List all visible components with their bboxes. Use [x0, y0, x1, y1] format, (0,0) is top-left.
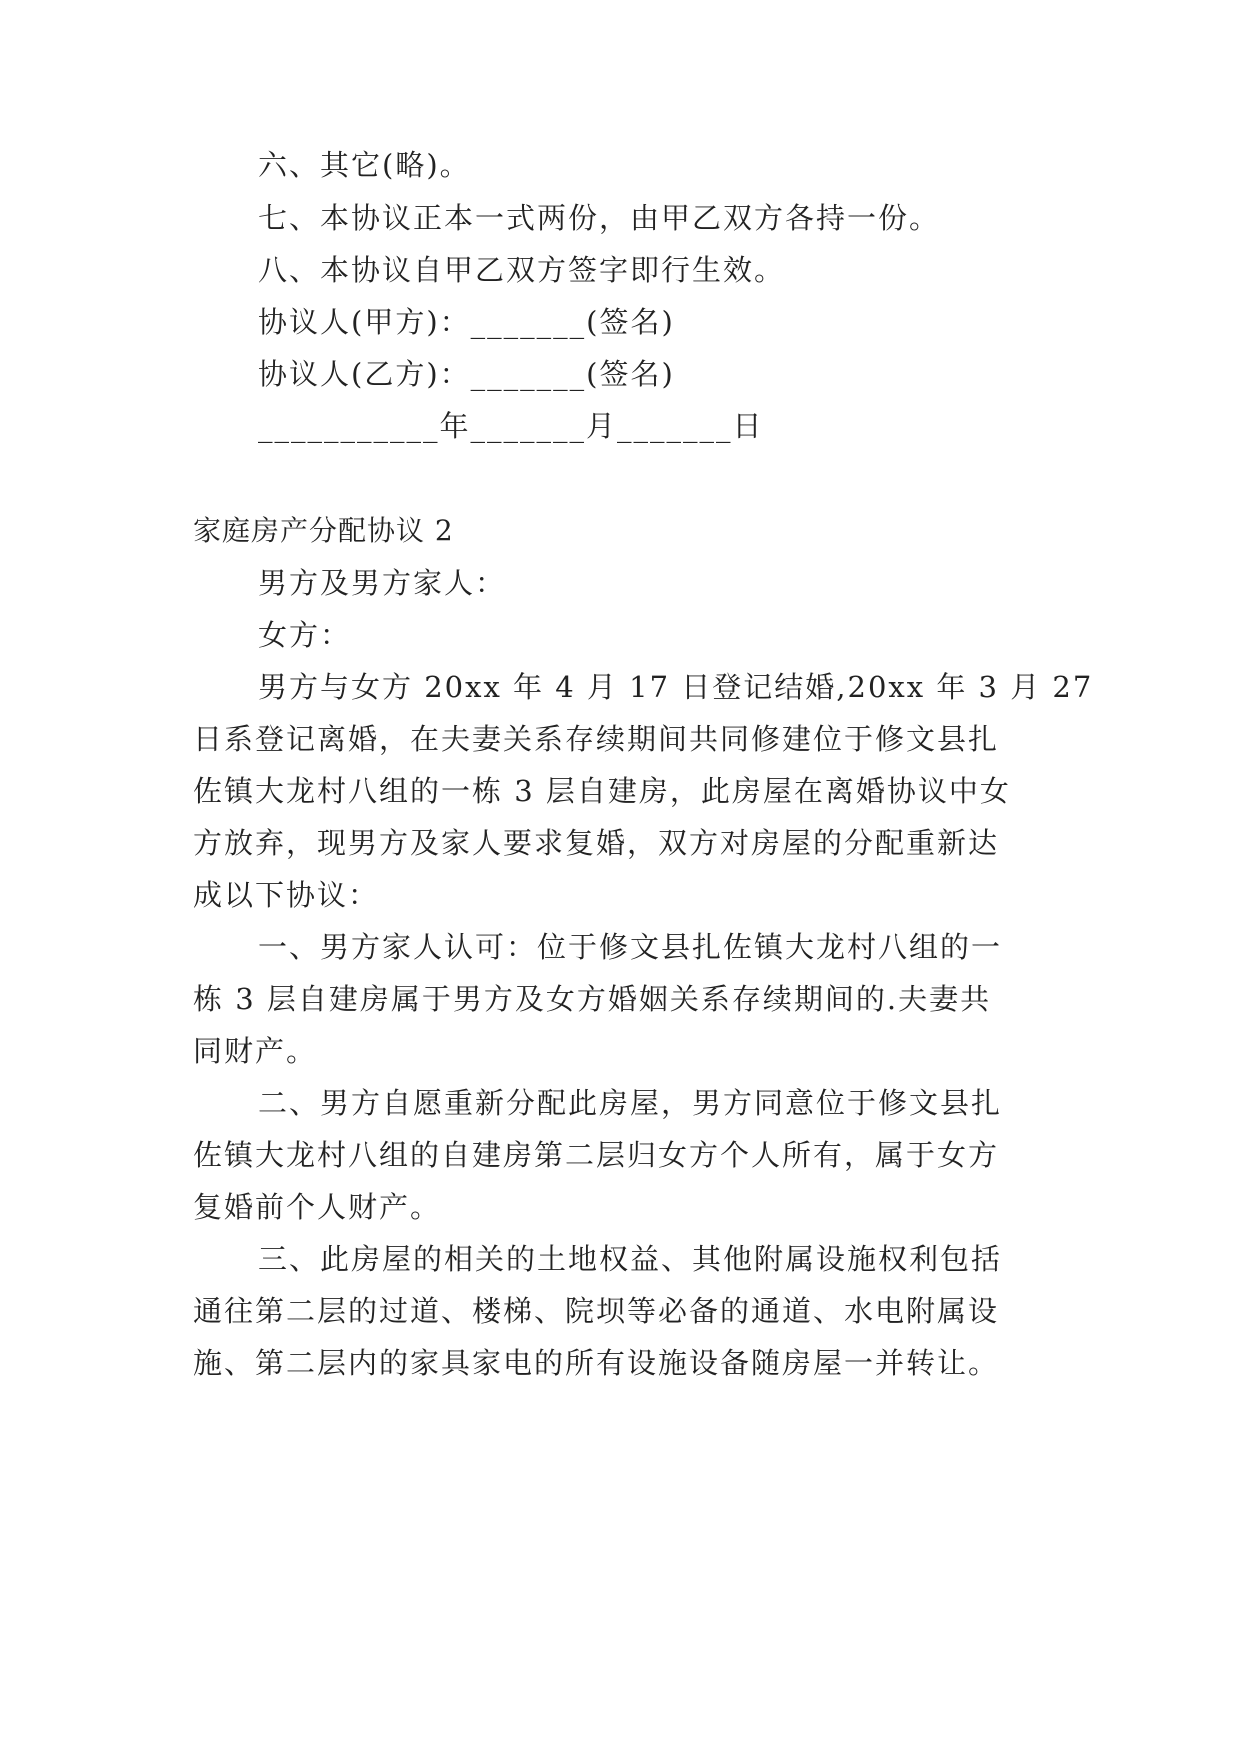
- intro-line: 方放弃，现男方及家人要求复婚，双方对房屋的分配重新达: [193, 826, 1000, 860]
- item-7-text: 七、本协议正本一式两份，由甲乙双方各持一份。: [258, 201, 941, 235]
- clause-2-line: 复婚前个人财产。: [193, 1190, 442, 1224]
- date-line: ___________年_______月_______日: [258, 409, 764, 443]
- woman-party-line: 女方：: [258, 618, 352, 652]
- clause-1-line: 栋 3 层自建房属于男方及女方婚姻关系存续期间的.夫妻共: [193, 982, 992, 1016]
- intro-line: 日系登记离婚，在夫妻关系存续期间共同修建位于修文县扎: [193, 722, 1000, 756]
- clause-3-line: 通往第二层的过道、楼梯、院坝等必备的通道、水电附属设: [193, 1294, 1000, 1328]
- clause-1-line: 同财产。: [193, 1034, 318, 1068]
- party-b-signature-line: 协议人(乙方)：_______(签名): [258, 357, 675, 391]
- intro-line: 男方与女方 20xx 年 4 月 17 日登记结婚,20xx 年 3 月 27: [258, 670, 1094, 704]
- section-2-title: 家庭房产分配协议 2: [193, 514, 454, 547]
- clause-3-line: 三、此房屋的相关的土地权益、其他附属设施权利包括: [258, 1242, 1003, 1276]
- clause-2-line: 佐镇大龙村八组的自建房第二层归女方个人所有，属于女方: [193, 1138, 1000, 1172]
- man-party-line: 男方及男方家人：: [258, 566, 507, 600]
- party-a-signature-line: 协议人(甲方)：_______(签名): [258, 305, 675, 339]
- clause-3-line: 施、第二层内的家具家电的所有设施设备随房屋一并转让。: [193, 1346, 1000, 1380]
- clause-1-line: 一、男方家人认可：位于修文县扎佐镇大龙村八组的一: [258, 930, 1003, 964]
- intro-line: 佐镇大龙村八组的一栋 3 层自建房，此房屋在离婚协议中女: [193, 774, 1011, 808]
- intro-line: 成以下协议：: [193, 878, 380, 912]
- item-8-text: 八、本协议自甲乙双方签字即行生效。: [258, 253, 786, 287]
- item-6-text: 六、其它(略)。: [258, 148, 471, 182]
- clause-2-line: 二、男方自愿重新分配此房屋，男方同意位于修文县扎: [258, 1086, 1003, 1120]
